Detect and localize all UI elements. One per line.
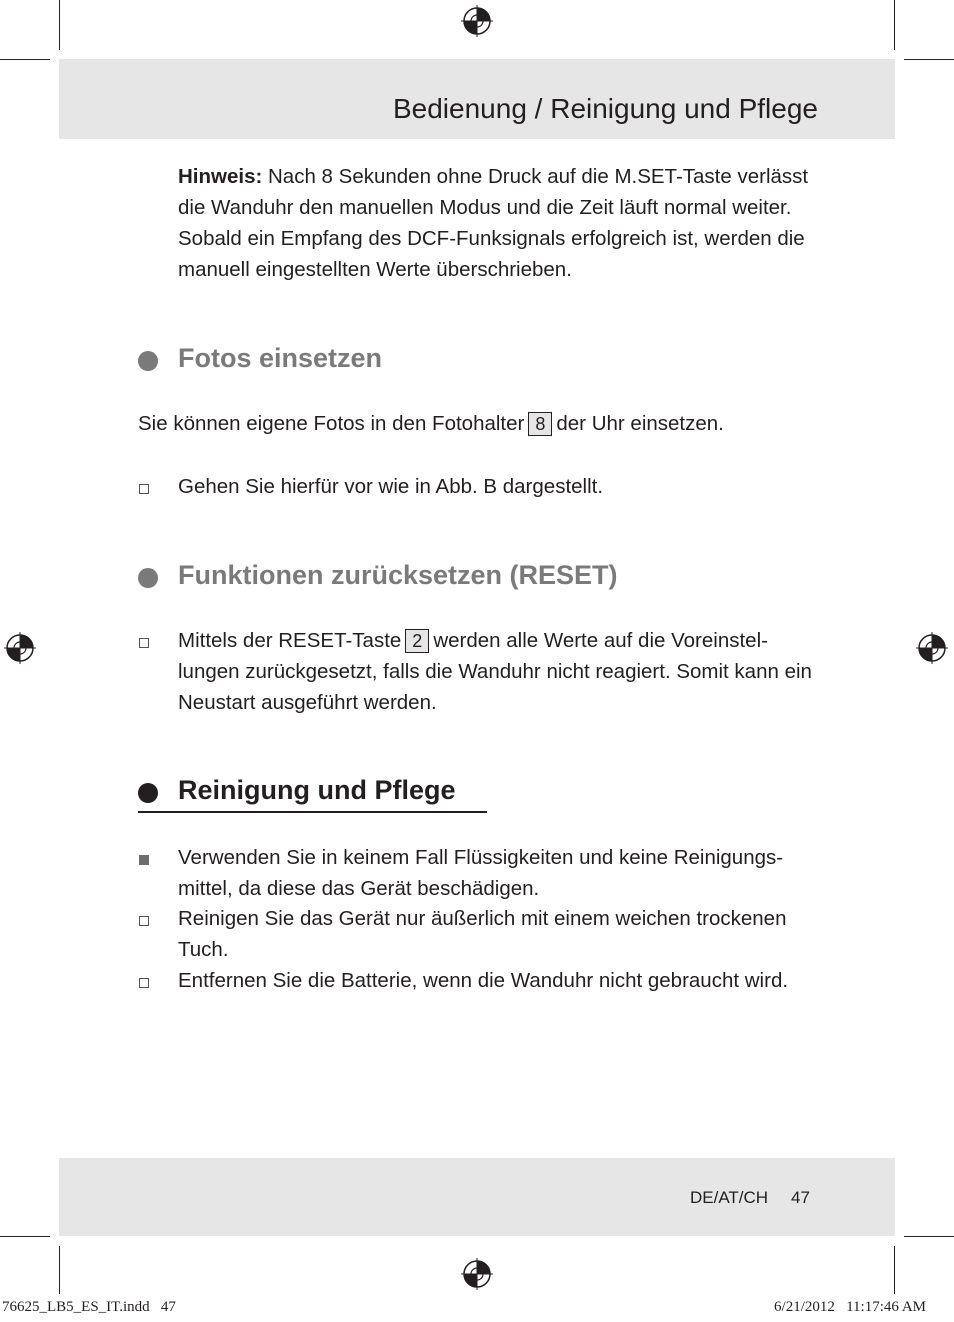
checkbox-icon: [139, 638, 149, 648]
crop-mark: [894, 0, 895, 50]
bullet-dot-icon: [138, 351, 158, 371]
footer-bar: [59, 1158, 895, 1236]
section-heading-pflege: Reinigung und Pflege: [178, 775, 456, 805]
pflege-bullet: Reinigen Sie das Gerät nur äußerlich mit einem weichen trockenen Tuch.: [178, 907, 787, 961]
crop-mark: [59, 1246, 60, 1294]
section-heading-reset: Funktionen zurücksetzen (RESET): [178, 560, 618, 590]
note-text: Nach 8 Sekunden ohne Druck auf die M.SET-Taste verlässt die Wanduhr den manuellen Modus und die Zeit läuft normal weiter. Sobald ein Empfang des DCF-Funksignals erfolgreich ist, werden die manuell eingestellten Werte überschrieben.: [178, 165, 809, 281]
registration-mark-icon: [4, 632, 36, 664]
checkbox-icon: [139, 484, 149, 494]
reset-bullet: [178, 625, 823, 718]
crop-mark: [0, 1236, 50, 1237]
pflege-bullet: Verwenden Sie in keinem Fall Flüssigkeiten und keine Reinigungs-mittel, da diese das Gerät beschädigen.: [178, 846, 784, 900]
checkbox-icon: [139, 916, 149, 926]
section-heading-fotos: Fotos einsetzen: [178, 343, 383, 373]
slug-date: 6/21/2012 11:17:46 AM: [774, 1299, 926, 1315]
part-number-box: 2: [405, 629, 429, 653]
crop-mark: [904, 1236, 954, 1237]
reset-text-after: werden alle Werte auf die Voreinstel-lungen zurückgesetzt, falls die Wanduhr nicht reagiert. Somit kann ein Neustart ausgeführt werden.: [178, 629, 812, 714]
crop-mark: [59, 0, 60, 50]
registration-mark-icon: [916, 632, 948, 664]
fotos-text-after: der Uhr einsetzen.: [556, 412, 724, 435]
bullet-dot-icon: [138, 568, 158, 588]
footer-locale: DE/AT/CH: [690, 1188, 769, 1207]
crop-mark: [894, 1246, 895, 1294]
registration-mark-icon: [461, 1258, 493, 1290]
checkbox-icon: [139, 978, 149, 988]
crop-mark: [0, 59, 50, 60]
slug-file: 76625_LB5_ES_IT.indd 47: [2, 1299, 176, 1315]
fotos-paragraph: [138, 408, 724, 439]
fotos-bullet: Gehen Sie hierfür vor wie in Abb. B dargestellt.: [178, 475, 604, 498]
reset-text-before: Mittels der RESET-Taste: [178, 629, 402, 652]
crop-mark: [904, 59, 954, 60]
pflege-bullet: Entfernen Sie die Batterie, wenn die Wanduhr nicht gebraucht wird.: [178, 969, 789, 992]
heading-underline: [138, 811, 487, 813]
page-number: 47: [791, 1188, 810, 1207]
fotos-text-before: Sie können eigene Fotos in den Fotohalter: [138, 412, 525, 435]
bullet-dot-icon: [138, 783, 158, 803]
note-paragraph: [178, 161, 823, 285]
page-title: Bedienung / Reinigung und Pflege: [392, 93, 818, 124]
checkbox-icon: [139, 855, 149, 865]
note-label: Hinweis:: [178, 165, 263, 188]
part-number-box: 8: [528, 412, 552, 436]
registration-mark-icon: [461, 5, 493, 37]
